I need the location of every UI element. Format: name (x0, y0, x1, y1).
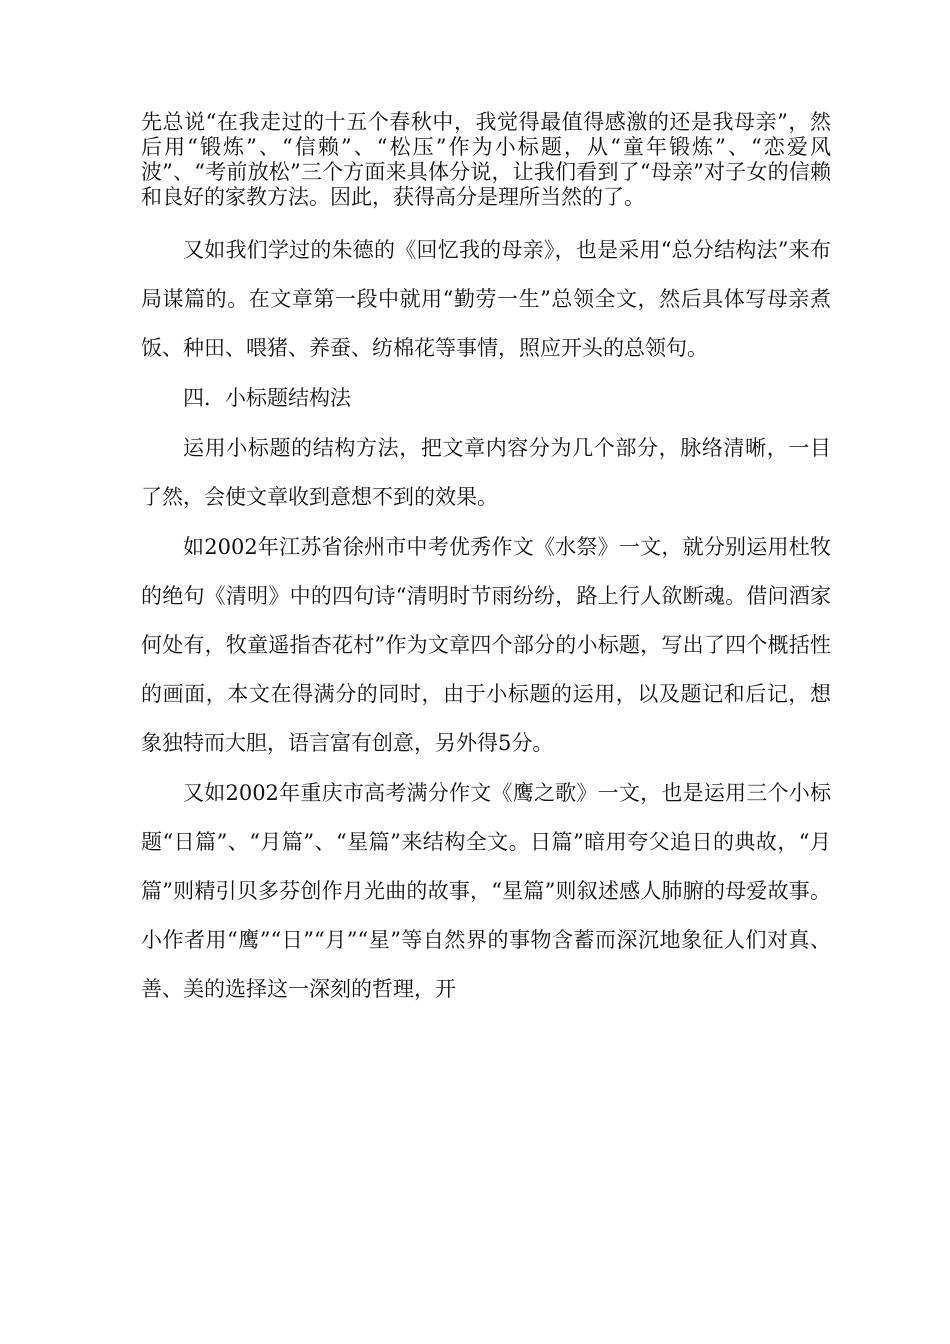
paragraph-3: 运用小标题的结构方法，把文章内容分为几个部分，脉络清晰，一目了然，会使文章收到意想不到的效果。 (141, 436, 831, 509)
paragraph-5: 又如2002年重庆市高考满分作文《鹰之歌》一文，也是运用三个小标题“日篇”、“月篇”、“星篇”来结构全文。日篇”暗用夸父追日的典故，“月篇”则精引贝多芬创作月光曲的故事，“星篇”则叙述感人肺腑的母爱故事。小作者用“鹰”“日”“月”“星”等自然界的事物含蓄而深沉地象征人们对真、善、美的选择这一深刻的哲理，开 (141, 781, 831, 1001)
paragraph-1: 先总说“在我走过的十五个春秋中，我觉得最值得感激的还是我母亲”，然后用“锻炼”、“信赖”、“松压”作为小标题，从“童年锻炼”、“恋爱风波”、“考前放松”三个方面来具体分说，让我们看到了“母亲”对子女的信赖和良好的家教方法。因此，获得高分是理所当然的了。 (141, 110, 831, 209)
section-heading: 四．小标题结构法 (183, 386, 351, 410)
paragraph-2: 又如我们学过的朱德的《回忆我的母亲》，也是采用“总分结构法”来布局谋篇的。在文章第一段中就用“勤劳一生”总领全文，然后具体写母亲煮饭、种田、喂猪、养蚕、纺棉花等事情，照应开头的总领句。 (141, 238, 831, 360)
paragraph-4: 如2002年江苏省徐州市中考优秀作文《水祭》一文，就分别运用杜牧的绝句《清明》中的四句诗“清明时节雨纷纷，路上行人欲断魂。借问酒家何处有，牧童遥指杏花村”作为文章四个部分的小标题，写出了四个概括性的画面，本文在得满分的同时，由于小标题的运用，以及题记和后记，想象独特而大胆，语言富有创意，另外得5分。 (141, 535, 831, 755)
document-body (141, 110, 831, 1014)
